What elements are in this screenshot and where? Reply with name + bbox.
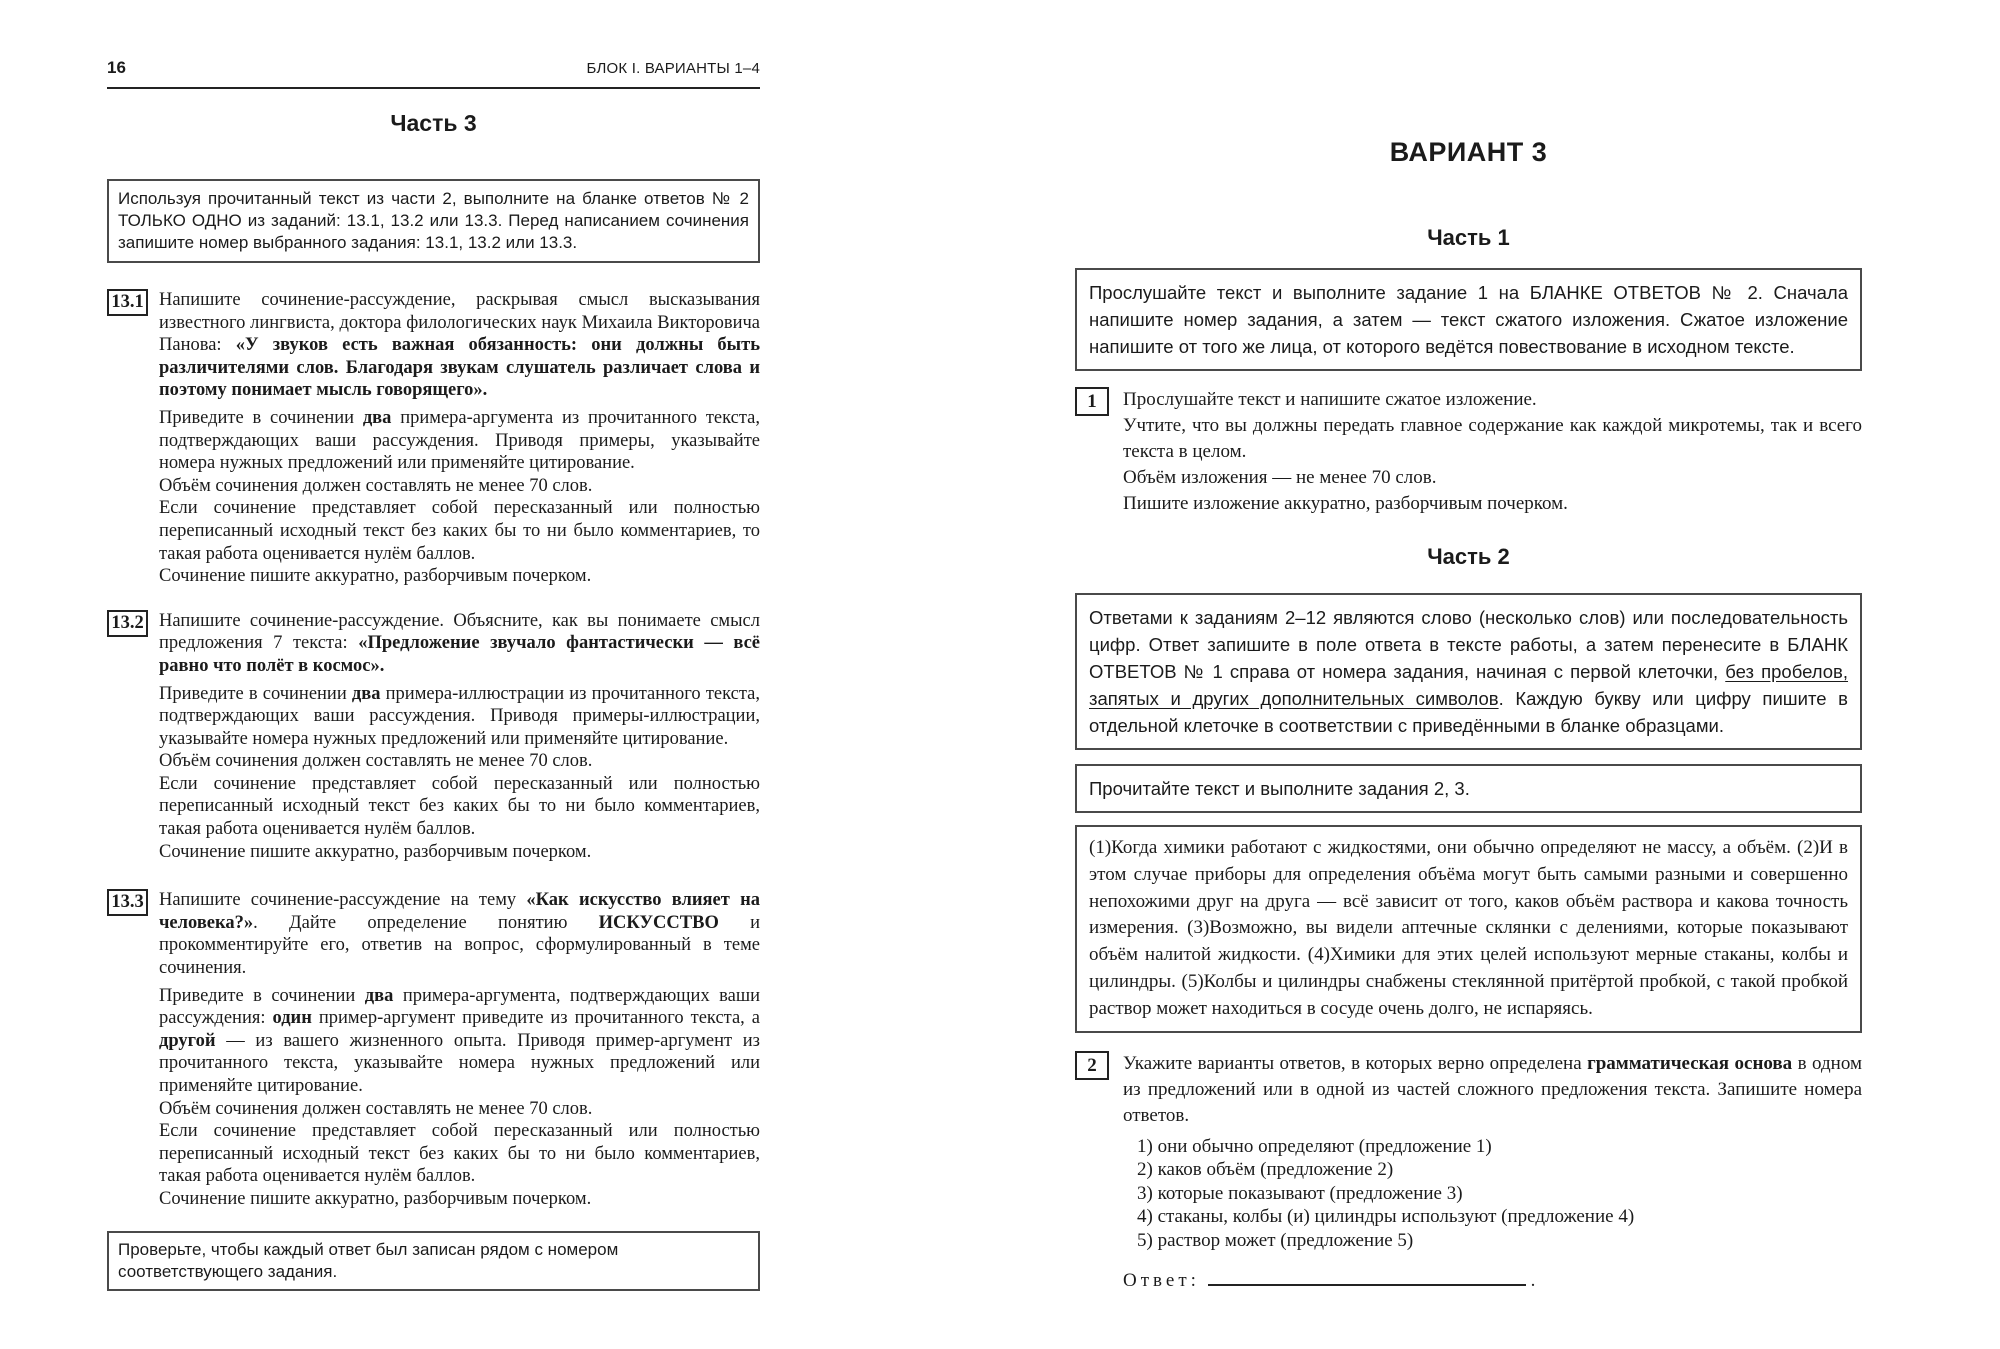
task-13-2-p2-a: Приведите в сочинении xyxy=(159,683,352,704)
task-13-3-p2-d: один xyxy=(272,1008,312,1029)
part2-instruction-box xyxy=(1075,593,1862,750)
answer-line xyxy=(1123,1266,1862,1294)
task-13-3-p2-a: Приведите в сочинении xyxy=(159,985,365,1006)
task-1 xyxy=(1075,387,1862,517)
task-13-3-p3: Объём сочинения должен составлять не менее 70 слов. xyxy=(159,1098,593,1119)
task-13-3-p1-a: Напишите сочинение-рассуждение на тему xyxy=(159,890,527,911)
part2-box-text-a: Ответами к заданиям 2–12 являются слово (несколько слов) или последовательность цифр. Ответ запишите в поле ответа в тексте работы, а затем перенесите в БЛАНК ОТВЕТОВ № 1 справа от номера задания, начиная с первой клеточки, xyxy=(1089,607,1848,682)
task-13-3-p2-g: — из вашего жизненного опыта. Приводя пример-аргумент из прочитанного текста, указывайте номера нужных предложений или применяйте цитирование. xyxy=(159,1030,760,1096)
page-number: 16 xyxy=(107,58,126,77)
task-13-1 xyxy=(107,289,760,588)
task-2 xyxy=(1075,1051,1862,1295)
task-13-3 xyxy=(107,889,760,1210)
task-13-2-p2-b: два xyxy=(351,683,381,704)
task-13-3-p1 xyxy=(159,889,760,979)
answer-blank-line xyxy=(1208,1266,1526,1286)
task-13-1-p3: Объём сочинения должен составлять не менее 70 слов. xyxy=(159,475,593,496)
task-13-3-p1-c: . Дайте определение понятию xyxy=(253,912,599,933)
task-1-p1: Прослушайте текст и напишите сжатое изложение. xyxy=(1123,389,1537,410)
answer-label: Ответ: xyxy=(1123,1270,1200,1292)
reading-text-box: (1)Когда химики работают с жидкостями, они обычно определяют не массу, а объём. (2)И в этом случае приборы для определения объёма могут быть самыми разными и совершенно непохожими друг на друга — всё зависит от того, каков объём раствора и какова точность измерения. (3)Возможно, вы видели аптечные склянки с делениями, которые показывают объём налитой жидкости. (4)Химики для этих целей используют мерные стаканы, колбы и цилиндры. (5)Колбы и цилиндры снабжены стеклянной притёртой пробкой, с такой пробкой раствор может находиться в сосуде очень долго, не испаряясь. xyxy=(1075,825,1862,1033)
task-13-2 xyxy=(107,610,760,864)
task-1-number-badge: 1 xyxy=(1075,387,1109,416)
task-1-body xyxy=(1123,387,1862,517)
task-2-option-1: 1) они обычно определяют (предложение 1) xyxy=(1137,1135,1492,1157)
part3-heading: Часть 3 xyxy=(390,110,477,136)
task-2-body xyxy=(1123,1051,1862,1295)
right-page xyxy=(1075,0,1862,1294)
running-header-row xyxy=(107,58,760,89)
answer-period: . xyxy=(1530,1270,1536,1292)
task-2-p1 xyxy=(1123,1051,1862,1129)
task-13-3-p2 xyxy=(159,985,760,1098)
task-13-3-p2-e: пример-аргумент приведите из прочитанного текста, а xyxy=(311,1008,760,1029)
task-13-3-p5: Сочинение пишите аккуратно, разборчивым почерком. xyxy=(159,1188,592,1209)
task-1-p4: Пишите изложение аккуратно, разборчивым почерком. xyxy=(1123,493,1568,514)
task-1-p2: Учтите, что вы должны передать главное содержание как каждой микротемы, так и всего текста в целом. xyxy=(1123,415,1862,462)
task-13-3-topic: «Как искусство влияет на человека?» xyxy=(159,890,760,933)
task-13-1-p2-c: примера-аргумента из прочитанного текста, подтверждающих ваши рассуждения. Приводя примеры, указывайте номера нужных предложений или применяйте цитирование. xyxy=(159,407,761,474)
task-13-3-p2-b: два xyxy=(364,985,394,1006)
task-13-1-p2-b: два xyxy=(362,407,392,428)
task-2-option-4: 4) стаканы, колбы (и) цилиндры используют (предложение 4) xyxy=(1137,1206,1635,1228)
task-13-3-p4: Если сочинение представляет собой пересказанный или полностью переписанный исходный текст без каких бы то ни было комментариев, такая работа оценивается нулём баллов. xyxy=(159,1121,760,1187)
task-13-3-p1-e: и прокомментируйте его, ответив на вопрос, сформулированный в теме сочинения. xyxy=(159,912,761,979)
variant-title: ВАРИАНТ 3 xyxy=(1389,137,1548,167)
part1-instruction-box: Прослушайте текст и выполните задание 1 на БЛАНКЕ ОТВЕТОВ № 2. Сначала напишите номер задания, а затем — текст сжатого изложения. Сжатое изложение напишите от того же лица, от которого ведётся повествование в исходном тексте. xyxy=(1075,268,1862,371)
task-13-2-p3: Объём сочинения должен составлять не менее 70 слов. xyxy=(159,751,593,772)
task-1-p3: Объём изложения — не менее 70 слов. xyxy=(1123,467,1437,488)
task-13-1-p5: Сочинение пишите аккуратно, разборчивым почерком. xyxy=(159,566,592,587)
task-13-2-p1-text: Напишите сочинение-рассуждение. Объясните, как вы понимаете смысл предложения 7 текста: xyxy=(159,610,760,654)
task-13-2-quote: «Предложение звучало фантастически — всё равно что полёт в космос». xyxy=(159,633,761,676)
part1-heading: Часть 1 xyxy=(1427,225,1510,250)
task-13-2-number-badge: 13.2 xyxy=(107,610,148,637)
task-13-2-body xyxy=(159,610,760,864)
task-13-1-quote: «У звуков есть важная обязанность: они должны быть различителями слов. Благодаря звукам слушатель различает слова и поэтому понимает мысль говорящего». xyxy=(159,335,760,401)
task-2-p1-b: грамматическая основа xyxy=(1587,1052,1793,1074)
task-13-1-p4: Если сочинение представляет собой пересказанный или полностью переписанный исходный текст без каких бы то ни было комментариев, то такая работа оценивается нулём баллов. xyxy=(159,498,760,564)
task-13-1-p2 xyxy=(159,407,760,475)
task-2-option-3: 3) которые показывают (предложение 3) xyxy=(1137,1182,1463,1204)
task-13-1-p2-a: Приведите в сочинении xyxy=(159,407,363,428)
part2-box-underlined: без пробелов, запятых и других дополнительных символов xyxy=(1089,661,1849,709)
running-header: БЛОК I. ВАРИАНТЫ 1–4 xyxy=(586,60,760,77)
task-13-1-p1-text: Напишите сочинение-рассуждение, раскрывая смысл высказывания известного лингвиста, доктора филологических наук Михаила Викторовича Панова: xyxy=(159,290,760,356)
task-13-2-p4: Если сочинение представляет собой пересказанный или полностью переписанный исходный текст без каких бы то ни было комментариев, такая работа оценивается нулём баллов. xyxy=(159,773,760,840)
task-13-3-number-badge: 13.3 xyxy=(107,889,148,916)
task-2-p1-c: в одном из предложений или в одной из частей сложного предложения текста. Запишите номера ответов. xyxy=(1123,1052,1862,1126)
task-13-1-body xyxy=(159,289,760,588)
task-13-3-p2-c: примера-аргумента, подтверждающих ваши рассуждения: xyxy=(159,985,760,1029)
left-page xyxy=(107,0,760,1291)
part3-instruction-box: Используя прочитанный текст из части 2, выполните на бланке ответов № 2 ТОЛЬКО ОДНО из заданий: 13.1, 13.2 или 13.3. Перед написанием сочинения запишите номер выбранного задания: 13.1, 13.2 или 13.3. xyxy=(107,179,760,263)
read-text-instruction-box: Прочитайте текст и выполните задания 2, 3. xyxy=(1075,764,1862,813)
check-answers-note-box: Проверьте, чтобы каждый ответ был записан рядом с номером соответствующего задания. xyxy=(107,1231,760,1291)
task-13-3-p2-f: другой xyxy=(159,1030,216,1051)
task-2-option-5: 5) раствор может (предложение 5) xyxy=(1137,1229,1414,1251)
task-13-2-p2-c: примера-иллюстрации из прочитанного текста, подтверждающих ваши рассуждения. Приводя примеры-иллюстрации, указывайте номера нужных предложений или применяйте цитирование. xyxy=(159,683,760,749)
task-13-1-p1 xyxy=(159,289,760,402)
task-13-3-term: ИСКУССТВО xyxy=(598,912,719,933)
task-13-2-p1 xyxy=(159,610,760,678)
task-2-number-badge: 2 xyxy=(1075,1051,1109,1080)
task-2-options xyxy=(1123,1135,1862,1253)
task-13-2-p2 xyxy=(159,683,760,751)
part2-box-text-b: . Каждую букву или цифру пишите в отдельной клеточке в соответствии с приведёнными в бланке образцами. xyxy=(1089,688,1848,736)
task-2-p1-a: Укажите варианты ответов, в которых верно определена xyxy=(1123,1052,1588,1074)
task-13-3-body xyxy=(159,889,760,1210)
part2-heading: Часть 2 xyxy=(1427,544,1510,569)
task-2-option-2: 2) каков объём (предложение 2) xyxy=(1137,1159,1394,1181)
task-13-2-p5: Сочинение пишите аккуратно, разборчивым почерком. xyxy=(159,841,592,862)
task-13-1-number-badge: 13.1 xyxy=(107,289,148,316)
